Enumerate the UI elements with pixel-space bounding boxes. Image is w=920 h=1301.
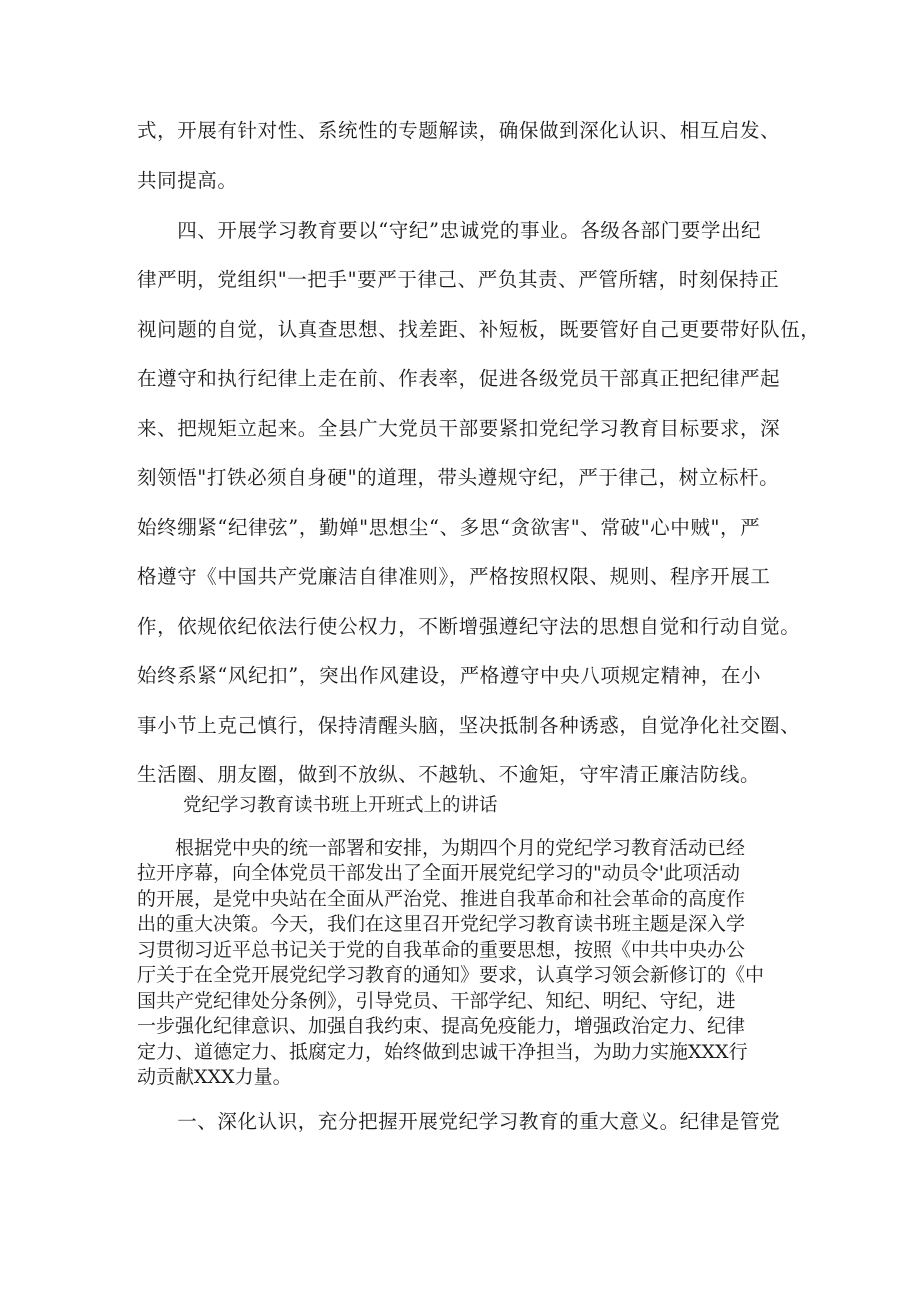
paragraph-heading-1: 一、深化认识，充分把握开展党纪学习教育的重大意义。纪律是管党 [137, 1110, 781, 1133]
text-line: 刻领悟"打铁必须自身硬"的道理，带头遵规守纪，严于律己，树立标杆。 [137, 466, 780, 489]
text-line: 动贡献XXX力量。 [137, 1066, 292, 1088]
text-line: 始终系紧“风纪扣”，突出作风建设，严格遵守中央八项规定精神，在小 [137, 664, 762, 687]
text-line: 生活圈、朋友圈，做到不放纵、不越轨、不逾矩，守牢清正廉洁防线。 [137, 763, 761, 786]
text-line: 事小节上克己慎行，保持清醒头脑，坚决抵制各种诱惑，自觉净化社交圈、 [137, 714, 801, 737]
text-line: 格遵守《中国共产党廉洁自律准则》，严格按照权限、规则、程序开展工 [137, 565, 771, 588]
text-line: 定力、道德定力、抵腐定力，始终做到忠诚干净担当，为助力实施XXX行 [137, 1041, 748, 1063]
text-line: 拉开序幕，向全体党员干部发出了全面开展党纪学习的"动员令'此项活动 [137, 862, 740, 884]
text-line: 作，依规依纪依法行使公权力，不断增强遵纪守法的思想自觉和行动自觉。 [137, 615, 801, 638]
text-line: 厅关于在全党开展党纪学习教育的通知》要求，认真学习领会新修订的《中 [137, 964, 765, 986]
text-line: 出的重大决策。今天，我们在这里召开党纪学习教育读书班主题是深入学 [137, 913, 746, 935]
text-line: 习贯彻习近平总书记关于党的自我革命的重要思想，按照《中共中央办公 [137, 939, 746, 961]
text-line: 始终绷紧“纪律弦”，勤婵"思想尘“、多思“贪欲害"、常破"心中贼"，严 [137, 516, 761, 539]
text-line: 根据党中央的统一部署和安排，为期四个月的党纪学习教育活动已经 [137, 837, 746, 859]
text-line: 共同提高。 [137, 169, 238, 192]
text-line: 式，开展有针对性、系统性的专题解读，确保做到深化认识、相互启发、 [137, 119, 781, 142]
speech-title: 党纪学习教育读书班上开班式上的讲话 [183, 795, 498, 816]
text-line: 在遵守和执行纪律上走在前、作表率，促进各级党员干部真正把纪律严起 [137, 367, 781, 390]
text-line: 一步强化纪律意识、加强自我约束、提高免疫能力，增强政治定力、纪律 [137, 1015, 746, 1037]
text-line: 视问题的自觉，认真查思想、找差距、补短板，既要管好自己更要带好队伍， [137, 318, 821, 341]
text-line: 国共产党纪律处分条例》，引导党员、干部学纪、知纪、明纪、守纪，进 [137, 990, 736, 1012]
text-line: 来、把规矩立起来。全县广大党员干部要紧扣党纪学习教育目标要求，深 [137, 417, 781, 440]
paragraph-heading-4: 四、开展学习教育要以“守纪”忠诚党的事业。各级各部门要学出纪 [137, 219, 762, 242]
text-line: 的开展，是党中央站在全面从严治党、推进自我革命和社会革命的高度作 [137, 888, 746, 910]
text-line: 律严明，党组织"一把手"要严于律己、严负其责、严管所辖，时刻保持正 [137, 268, 780, 291]
